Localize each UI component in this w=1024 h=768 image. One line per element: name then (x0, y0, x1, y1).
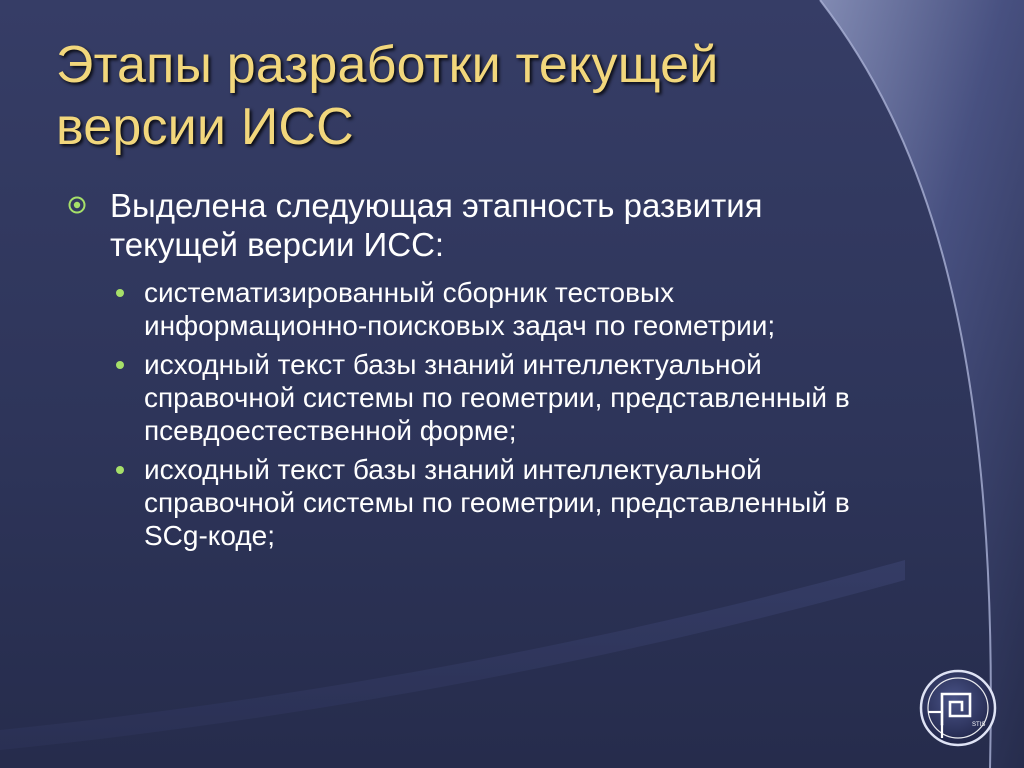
main-bullet-point (64, 186, 854, 264)
slide-title: Этапы разработки текущей версии ИСС (56, 36, 719, 156)
list-item (64, 453, 854, 552)
list-item-text: систематизированный сборник тестовых информационно-поисковых задач по геометрии; (144, 277, 776, 341)
dot-bullet-icon (116, 361, 124, 369)
list-item-text: исходный текст базы знаний интеллектуальной справочной системы по геометрии, представленный в SCg-коде; (144, 454, 850, 551)
stis-logo-icon (918, 668, 998, 748)
main-bullet-text: Выделена следующая этапность развития текущей версии ИСС: (110, 187, 763, 263)
dot-bullet-icon (116, 289, 124, 297)
dot-bullet-icon (116, 466, 124, 474)
list-item-text: исходный текст базы знаний интеллектуальной справочной системы по геометрии, представленный в псевдоестественной форме; (144, 349, 850, 446)
bullet-content (64, 186, 854, 558)
list-item (64, 276, 854, 342)
logo-text: STIS (972, 722, 986, 728)
list-item (64, 348, 854, 447)
sub-bullet-list (64, 276, 854, 552)
ring-bullet-icon (68, 196, 86, 214)
